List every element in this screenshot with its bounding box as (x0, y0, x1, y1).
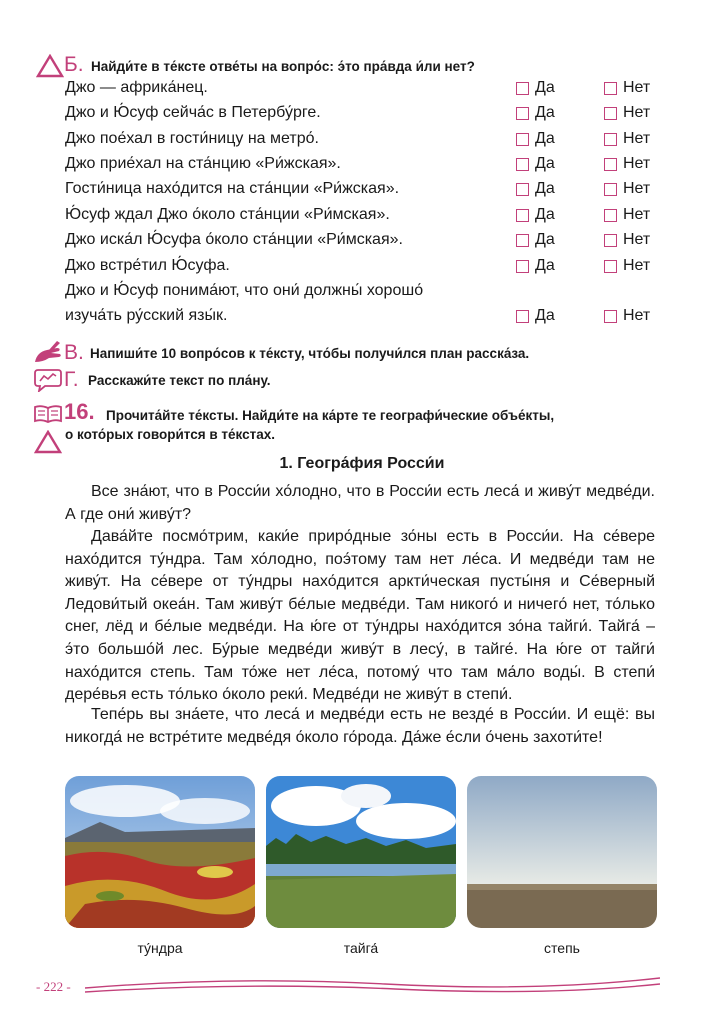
open-book-icon (33, 404, 63, 424)
statement-text: Джо прие́хал на ста́нцию «Ри́жская». (65, 155, 341, 172)
paragraph-2: Дава́йте посмо́трим, каки́е приро́дные зо́ны есть в Росси́и. На се́вере нахо́дится ту́ндра. Там хо́лодно, поэ́тому там нет ле́са. И медве́ди там не живу́т. На се́вере от ту́ндры нахо́дится аркти́ческая пусты́ня и Се́верный Ледови́тый океа́н. Там живу́т бе́лые медве́ди. Там никого́ и ничего́ нет, то́лько снег, лёд и бе́лые медве́ди. На ю́ге от ту́ндры нахо́дится зо́на тайги́. Тайга́ – э́то большо́й лес. Бу́рые медве́ди живу́т в лесу́, в тайге́. На ю́ге от тайги́ нахо́дится степь. Там то́же нет ле́са, потому́ что там ма́ло воды́. В степи́ дере́вья есть то́лько о́коло реки́. Медве́ди не живу́т в степи́. (65, 528, 655, 704)
no-checkbox[interactable] (604, 310, 617, 323)
no-label: Нет (623, 231, 651, 248)
no-option[interactable] (604, 256, 650, 276)
no-label: Нет (623, 307, 651, 324)
paragraph-3: Тепе́рь вы зна́ете, что леса́ и медве́ди есть не везде́ в Росси́и. И ещё: вы никогда́ не встре́тите медве́дя о́коло го́рода. Да́же е́сли о́чень захоти́те! (65, 706, 655, 746)
no-option[interactable] (604, 205, 650, 225)
yes-option[interactable] (516, 129, 555, 149)
statement-text: Гости́ница нахо́дится на ста́нции «Ри́жская». (65, 180, 400, 197)
no-option[interactable] (604, 230, 650, 250)
no-option[interactable] (604, 154, 650, 174)
steppe-caption: степь (544, 940, 580, 956)
yes-checkbox[interactable] (516, 260, 529, 273)
section-b-instruction: Найди́те в те́ксте отве́ты на вопро́с: э́то пра́вда и́ли нет? (91, 59, 475, 74)
yes-option[interactable] (516, 256, 555, 276)
yes-option[interactable] (516, 154, 555, 174)
statement-text: Джо иска́л Ю́суфа о́коло ста́нции «Ри́мская». (65, 231, 403, 248)
yes-label: Да (535, 257, 555, 274)
yes-option[interactable] (516, 306, 555, 326)
yes-option[interactable] (516, 103, 555, 123)
no-checkbox[interactable] (604, 158, 617, 171)
yes-label: Да (535, 307, 555, 324)
statement-text: Джо — африка́нец. (65, 79, 208, 96)
yes-checkbox[interactable] (516, 234, 529, 247)
no-checkbox[interactable] (604, 107, 617, 120)
yes-label: Да (535, 206, 555, 223)
no-option[interactable] (604, 78, 650, 98)
yes-label: Да (535, 180, 555, 197)
yes-label: Да (535, 231, 555, 248)
taiga-caption: тайга́ (343, 940, 379, 956)
no-checkbox[interactable] (604, 234, 617, 247)
no-checkbox[interactable] (604, 260, 617, 273)
yes-label: Да (535, 130, 555, 147)
no-label: Нет (623, 155, 651, 172)
no-option[interactable] (604, 179, 650, 199)
no-label: Нет (623, 206, 651, 223)
section-g-instruction: Расскажи́те текст по пла́ну. (88, 373, 271, 388)
exercise-instruction-line2: о кото́рых говори́тся в те́кстах. (65, 427, 276, 442)
taiga-photo (266, 776, 456, 928)
writing-hand-icon (33, 340, 63, 364)
no-option[interactable] (604, 103, 650, 123)
statement-text: Джо и Ю́суф сейча́с в Петербу́рге. (65, 104, 321, 121)
no-checkbox[interactable] (604, 133, 617, 146)
yes-option[interactable] (516, 179, 555, 199)
section-v-letter: В. (64, 341, 84, 364)
statement-text: Джо пое́хал в гости́ницу на метро́. (65, 130, 319, 147)
speech-bubble-icon (34, 368, 62, 392)
yes-checkbox[interactable] (516, 133, 529, 146)
no-option[interactable] (604, 129, 650, 149)
section-g-letter: Г. (64, 368, 79, 391)
exercise-instruction-line1: Прочита́йте те́ксты. Найди́те на ка́рте те географи́ческие объе́кты, (106, 408, 555, 423)
triangle-icon (36, 54, 64, 78)
tundra-photo (65, 776, 255, 928)
yes-checkbox[interactable] (516, 82, 529, 95)
yes-checkbox[interactable] (516, 310, 529, 323)
yes-checkbox[interactable] (516, 158, 529, 171)
statement-text: Ю́суф ждал Джо о́коло ста́нции «Ри́мская». (65, 206, 390, 223)
no-label: Нет (623, 130, 651, 147)
yes-checkbox[interactable] (516, 183, 529, 196)
paragraph-1: Все зна́ют, что в Росси́и хо́лодно, что в Росси́и есть леса́ и живу́т медве́ди. А где они́ живу́т? (65, 483, 655, 523)
yes-label: Да (535, 79, 555, 96)
no-label: Нет (623, 79, 651, 96)
section-v-instruction: Напиши́те 10 вопро́сов к те́ксту, что́бы получи́лся план расска́за. (90, 346, 530, 361)
no-option[interactable] (604, 306, 650, 326)
tundra-caption: ту́ндра (137, 940, 183, 956)
yes-label: Да (535, 104, 555, 121)
exercise-number: 16. (64, 399, 95, 424)
statement-text-continued: изуча́ть ру́сский язы́к. (65, 307, 228, 324)
statement-text: Джо и Ю́суф понима́ют, что они́ должны́ хорошо́ (65, 282, 424, 299)
no-checkbox[interactable] (604, 82, 617, 95)
no-checkbox[interactable] (604, 183, 617, 196)
page-number: - 222 - (36, 979, 71, 994)
yes-checkbox[interactable] (516, 209, 529, 222)
no-checkbox[interactable] (604, 209, 617, 222)
yes-label: Да (535, 155, 555, 172)
yes-option[interactable] (516, 205, 555, 225)
yes-option[interactable] (516, 230, 555, 250)
article-title: 1. Геогра́фия Росси́и (279, 455, 445, 472)
section-b-letter: Б. (64, 53, 84, 76)
triangle-icon (34, 430, 62, 454)
yes-option[interactable] (516, 78, 555, 98)
yes-checkbox[interactable] (516, 107, 529, 120)
statement-text: Джо встре́тил Ю́суфа. (65, 257, 230, 274)
steppe-photo (467, 776, 657, 928)
no-label: Нет (623, 257, 651, 274)
no-label: Нет (623, 180, 651, 197)
no-label: Нет (623, 104, 651, 121)
footer-wave-divider (85, 970, 660, 996)
